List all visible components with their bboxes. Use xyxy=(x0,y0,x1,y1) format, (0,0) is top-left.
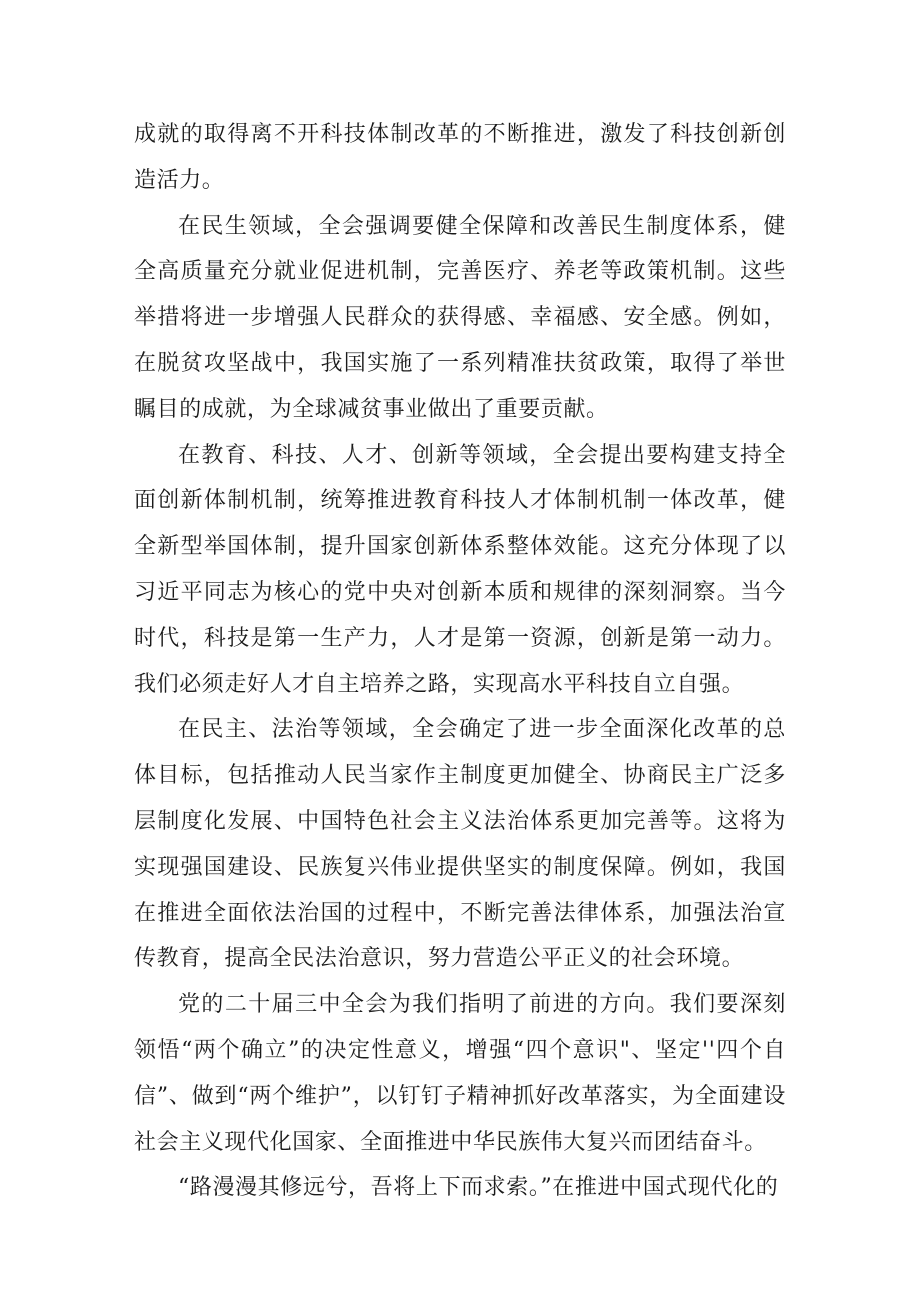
paragraph-quote: “路漫漫其修远兮，吾将上下而求索。”在推进中国式现代化的 xyxy=(178,1175,779,1201)
document-body xyxy=(134,112,786,1211)
paragraph-innovation: 在教育、科技、人才、创新等领域，全会提出要构建支持全面创新体制机制，统筹推进教育科技人才体制机制一体改革，健全新型举国体制，提升国家创新体系整体效能。这充分体现了以习近平同志为核心的党中央对创新本质和规律的深刻洞察。当今时代，科技是第一生产力，人才是第一资源，创新是第一动力。我们必须走好人才自主培养之路，实现高水平科技自立自强。 xyxy=(134,442,786,697)
paragraph-plenum-direction: 党的二十届三中全会为我们指明了前进的方向。我们要深刻领悟“两个确立”的决定性意义，增强“四个意识"、坚定''四个自信”、做到“两个维护”，以钉钉子精神抓好改革落实，为全面建设社会主义现代化国家、全面推进中华民族伟大复兴而团结奋斗。 xyxy=(134,992,786,1155)
paragraph-continuation: 成就的取得离不开科技体制改革的不断推进，激发了科技创新创造活力。 xyxy=(134,122,786,193)
paragraph-rule-of-law: 在民主、法治等领域，全会确定了进一步全面深化改革的总体目标，包括推动人民当家作主制度更加健全、协商民主广泛多层制度化发展、中国特色社会主义法治体系更加完善等。这将为实现强国建设、民族复兴伟业提供坚实的制度保障。例如，我国在推进全面依法治国的过程中，不断完善法律体系，加强法治宣传教育，提高全民法治意识，努力营造公平正义的社会环境。 xyxy=(134,717,786,972)
paragraph-livelihood: 在民生领域，全会强调要健全保障和改善民生制度体系，健全高质量充分就业促进机制，完善医疗、养老等政策机制。这些举措将进一步增强人民群众的获得感、幸福感、安全感。例如，在脱贫攻坚战中，我国实施了一系列精准扶贫政策，取得了举世瞩目的成就，为全球减贫事业做出了重要贡献。 xyxy=(134,213,786,422)
